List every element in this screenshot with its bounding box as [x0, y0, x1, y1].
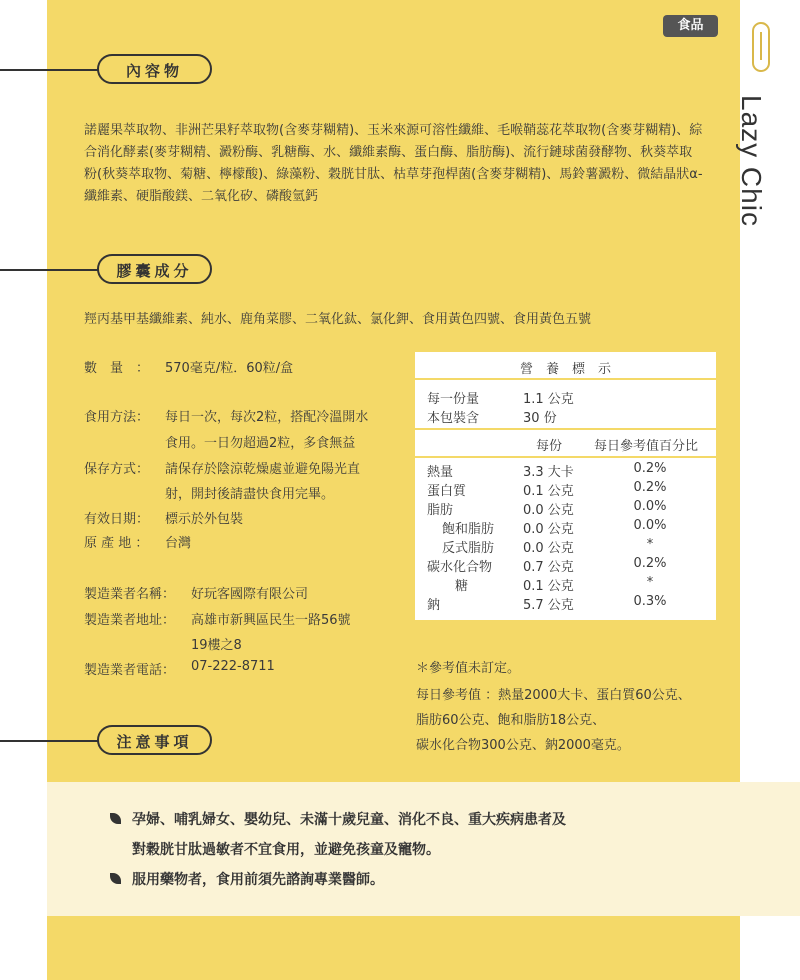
table-divider [415, 378, 716, 380]
note-daily-ref: 每日參考值 ：熱量2000大卡、蛋白質60公克、 [416, 688, 691, 703]
col-per-serving: 每份 [536, 439, 563, 454]
contents-text: 諾麗果萃取物、非洲芒果籽萃取物(含麥芽糊精)、玉米來源可溶性纖維、毛喉鞘蕊花萃取物(含麥芽糊精)、綜合消化酵素(麥芽糊精、澱粉酶、乳糖酶、水、纖維素酶、蛋白酶、脂肪酶)、流行鏈球菌發酵物、秋葵萃取粉(秋葵萃取物、菊糖、檸檬酸)、綠藻粉、穀胱甘肽、枯草芽孢桿菌(含麥芽糊精)、馬鈴薯澱粉、微結晶狀α-纖維素、硬脂酸鎂、二氧化矽、磷酸氫鈣 [84, 123, 703, 204]
maker-label: 製造業者名稱： [84, 587, 176, 602]
expiry-label: 有效日期： [84, 512, 150, 527]
nutrient-name: 蛋白質 [427, 484, 467, 499]
warning-line-1: 孕婦、哺乳婦女、嬰幼兒、未滿十歲兒童、消化不良、重大疾病患者及 [132, 812, 566, 828]
nutrient-dv: 0.3% [633, 594, 667, 609]
storage-label: 保存方式： [84, 462, 150, 477]
note-daily-ref-2: 脂肪60公克、飽和脂肪18公克、 [416, 713, 606, 728]
section-line [0, 269, 98, 271]
nutrient-name: 糖 [455, 579, 469, 594]
nutrient-name: 飽和脂肪 [442, 522, 495, 537]
section-line [0, 740, 98, 742]
nutrient-per: 0.7 公克 [523, 560, 574, 575]
brand-logo-icon [752, 22, 770, 72]
col-daily-value: 每日參考值百分比 [594, 439, 699, 454]
expiry-value: 標示於外包裝 [165, 512, 244, 527]
note-daily-ref-3: 碳水化合物300公克、鈉2000毫克。 [416, 738, 630, 753]
origin-label: 原 產 地 ： [84, 536, 149, 551]
nutrient-name: 脂肪 [427, 503, 454, 518]
usage-label: 食用方法： [84, 410, 150, 425]
table-divider [415, 428, 716, 430]
nutrient-name: 反式脂肪 [442, 541, 495, 556]
maker-value: 好玩客國際有限公司 [191, 587, 309, 602]
qty-label: 數 量 ： [84, 361, 150, 376]
storage-line2: 射，開封後請盡快食用完畢。 [165, 487, 335, 502]
nutrient-per: 3.3 大卡 [523, 465, 574, 480]
nutrient-dv: * [646, 575, 654, 590]
servings-label: 本包裝含 [427, 411, 480, 426]
nutrient-dv: 0.0% [633, 518, 667, 533]
address-line1: 高雄市新興區民生一路56號 [191, 613, 351, 628]
nutrient-per: 0.0 公克 [523, 522, 574, 537]
note-undefined: ＊參考值未訂定。 [416, 661, 521, 676]
nutrient-dv: 0.2% [633, 461, 667, 476]
phone-value: 07-222-8711 [191, 659, 275, 674]
section-title-contents: 內容物 [97, 54, 212, 84]
phone-label: 製造業者電話： [84, 663, 176, 678]
serving-value: 1.1 公克 [523, 392, 574, 407]
nutrient-dv: 0.2% [633, 556, 667, 571]
qty-value: 570毫克/粒．60粒/盒 [165, 361, 294, 376]
usage-line2: 食用。一日勿超過2粒，多食無益 [165, 436, 356, 451]
warning-line-3: 服用藥物者，食用前須先諮詢專業醫師。 [132, 872, 384, 888]
nutrient-name: 熱量 [427, 465, 454, 480]
nutrient-name: 鈉 [427, 598, 441, 613]
warning-line-2: 對穀胱甘肽過敏者不宜食用，並避免孩童及寵物。 [132, 842, 440, 858]
brand-name: Lazy Chic [736, 95, 767, 227]
servings-value: 30 份 [523, 411, 557, 426]
usage-line1: 每日一次，每次2粒，搭配冷溫開水 [165, 410, 369, 425]
section-title-caution: 注意事項 [97, 725, 212, 755]
nutrient-dv: * [646, 537, 654, 552]
nutrient-per: 0.0 公克 [523, 541, 574, 556]
nutrient-name: 碳水化合物 [427, 560, 493, 575]
nutrient-per: 0.0 公克 [523, 503, 574, 518]
nutrient-dv: 0.2% [633, 480, 667, 495]
capsule-text: 羥丙基甲基纖維素、純水、鹿角菜膠、二氧化鈦、氯化鉀、食用黃色四號、食用黃色五號 [84, 312, 592, 327]
storage-line1: 請保存於陰涼乾燥處並避免陽光直 [165, 462, 361, 477]
content-panel-bottom [47, 916, 740, 980]
nutrition-title: 營 養 標 示 [519, 362, 611, 377]
nutrient-per: 0.1 公克 [523, 579, 574, 594]
serving-label: 每一份量 [427, 392, 480, 407]
origin-value: 台灣 [165, 536, 192, 551]
section-title-capsule: 膠囊成分 [97, 254, 212, 284]
nutrient-dv: 0.0% [633, 499, 667, 514]
section-line [0, 69, 98, 71]
address-line2: 19樓之8 [191, 638, 242, 653]
nutrient-per: 0.1 公克 [523, 484, 574, 499]
nutrient-per: 5.7 公克 [523, 598, 574, 613]
table-divider [415, 456, 716, 458]
nutrition-table [415, 352, 716, 620]
address-label: 製造業者地址： [84, 613, 176, 628]
category-badge: 食品 [663, 15, 718, 37]
